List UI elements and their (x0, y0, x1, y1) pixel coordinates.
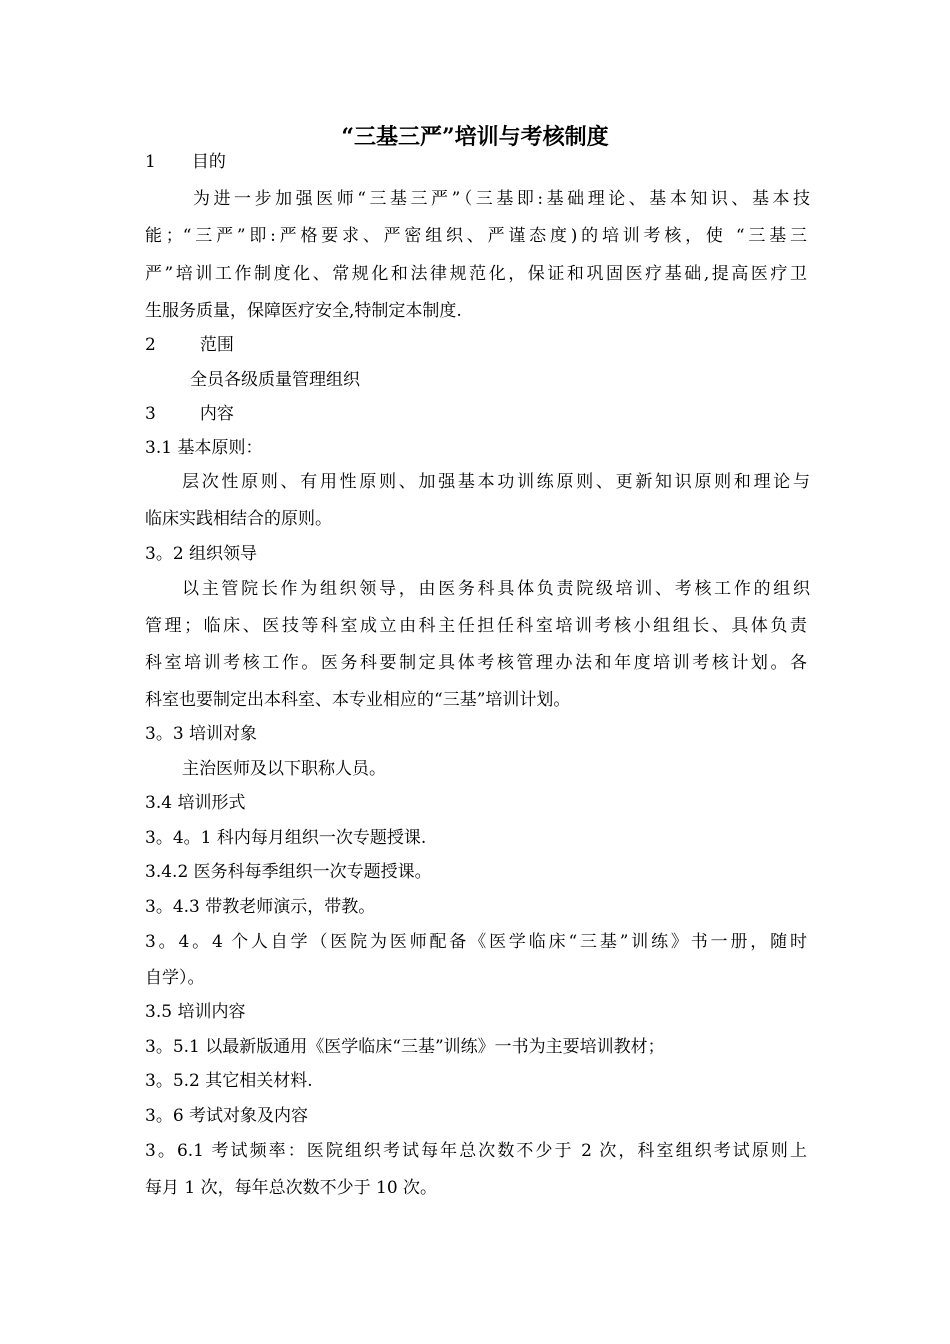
subsection-3-4-1: 3。4。1 科内每月组织一次专题授课. (145, 828, 427, 848)
subsection-3-4-3: 3。4.3 带教老师演示，带教。 (145, 897, 376, 917)
section-1-paragraph-line: 严”培训工作制度化、常规化和法律规范化，保证和巩固医疗基础,提高医疗卫 (145, 264, 807, 284)
subsection-3-5-1: 3。5.1 以最新版通用《医学临床“三基”训练》一书为主要培训教材； (145, 1037, 665, 1057)
section-1-title: 目的 (191, 152, 226, 172)
document-title: “三基三严”培训与考核制度 (341, 124, 609, 150)
section-1-paragraph-line: 生服务质量，保障医疗安全,特制定本制度. (145, 301, 462, 321)
subsection-3-5-heading: 3.5 培训内容 (145, 1002, 246, 1022)
section-3-heading (145, 402, 810, 426)
subsection-3-4-heading: 3.4 培训形式 (145, 793, 246, 813)
section-2-number: 2 (145, 335, 156, 355)
subsection-3-2-paragraph-line: 科室也要制定出本科室、本专业相应的“三基”培训计划。 (145, 690, 571, 710)
subsection-3-3-heading: 3。3 培训对象 (145, 724, 258, 744)
subsection-3-2-heading: 3。2 组织领导 (145, 544, 258, 564)
section-1-number: 1 (145, 152, 156, 172)
subsection-3-5-2: 3。5.2 其它相关材料. (145, 1071, 313, 1091)
section-3-title: 内容 (199, 404, 234, 424)
subsection-3-2-paragraph-line: 以主管院长作为组织领导，由医务科具体负责院级培训、考核工作的组织 (182, 579, 810, 599)
subsection-3-2-paragraph-line: 管理；临床、医技等科室成立由科主任担任科室培训考核小组组长、具体负责 (145, 616, 807, 636)
subsection-3-6-1-line: 3。6.1 考试频率：医院组织考试每年总次数不少于 2 次，科室组织考试原则上 (145, 1141, 807, 1161)
subsection-3-3-paragraph: 主治医师及以下职称人员。 (182, 759, 386, 779)
section-1-paragraph-line: 能；“三严”即:严格要求、严密组织、严谨态度)的培训考核，使 “三基三 (145, 226, 807, 246)
section-3-number: 3 (145, 404, 156, 424)
subsection-3-1-heading: 3.1 基本原则： (145, 438, 263, 458)
subsection-3-6-heading: 3。6 考试对象及内容 (145, 1106, 309, 1126)
section-1-heading (145, 150, 810, 174)
section-1-paragraph-line: 为进一步加强医师“三基三严”（三基即:基础理论、基本知识、基本技 (193, 189, 810, 209)
subsection-3-4-4-line: 自学）。 (145, 968, 205, 988)
subsection-3-2-paragraph-line: 科室培训考核工作。医务科要制定具体考核管理办法和年度培训考核计划。各 (145, 653, 807, 673)
section-2-paragraph: 全员各级质量管理组织 (190, 370, 360, 390)
section-2-heading (145, 333, 810, 357)
subsection-3-1-paragraph-line: 层次性原则、有用性原则、加强基本功训练原则、更新知识原则和理论与 (182, 472, 810, 492)
subsection-3-4-2: 3.4.2 医务科每季组织一次专题授课。 (145, 862, 432, 882)
subsection-3-6-1-line: 每月 1 次，每年总次数不少于 10 次。 (145, 1178, 438, 1198)
subsection-3-4-4-line: 3。4。4 个人自学（医院为医师配备《医学临床“三基”训练》书一册，随时 (145, 932, 807, 952)
section-2-title: 范围 (199, 335, 234, 355)
subsection-3-1-paragraph-line: 临床实践相结合的原则。 (145, 509, 332, 529)
